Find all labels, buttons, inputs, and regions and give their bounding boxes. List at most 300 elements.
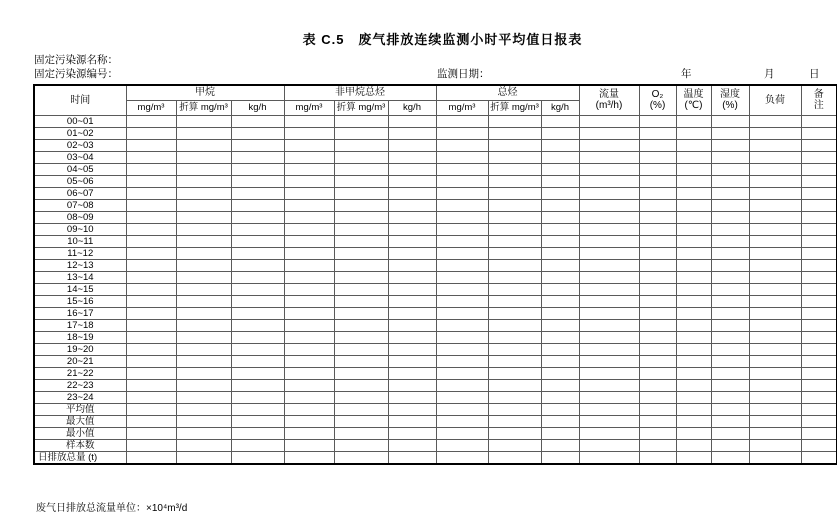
data-cell bbox=[284, 115, 334, 127]
humidity-header-line2: (%) bbox=[722, 100, 738, 112]
data-cell bbox=[231, 295, 284, 307]
data-cell bbox=[488, 331, 541, 343]
data-cell bbox=[231, 151, 284, 163]
data-cell bbox=[436, 379, 488, 391]
data-cell bbox=[488, 379, 541, 391]
data-cell bbox=[436, 415, 488, 427]
data-cell bbox=[541, 427, 579, 439]
data-cell bbox=[639, 175, 676, 187]
data-cell bbox=[541, 319, 579, 331]
data-cell bbox=[334, 391, 388, 403]
data-cell bbox=[676, 379, 711, 391]
data-cell bbox=[284, 271, 334, 283]
data-cell bbox=[334, 151, 388, 163]
data-cell bbox=[749, 139, 801, 151]
monitor-date-label: 监测日期： bbox=[437, 68, 490, 80]
data-cell bbox=[676, 295, 711, 307]
data-cell bbox=[749, 163, 801, 175]
col-header-temperature bbox=[676, 85, 711, 115]
data-cell bbox=[176, 151, 231, 163]
data-cell bbox=[676, 175, 711, 187]
data-cell bbox=[284, 247, 334, 259]
data-cell bbox=[711, 259, 749, 271]
data-cell bbox=[579, 235, 639, 247]
data-cell bbox=[436, 367, 488, 379]
data-cell bbox=[676, 403, 711, 415]
data-cell bbox=[579, 367, 639, 379]
row-label: 09~10 bbox=[34, 223, 126, 235]
data-cell bbox=[639, 355, 676, 367]
data-cell bbox=[231, 187, 284, 199]
data-cell bbox=[541, 379, 579, 391]
row-label: 00~01 bbox=[34, 115, 126, 127]
data-cell bbox=[436, 343, 488, 355]
row-label: 12~13 bbox=[34, 259, 126, 271]
data-cell bbox=[676, 139, 711, 151]
data-cell bbox=[801, 451, 837, 464]
data-cell bbox=[749, 415, 801, 427]
data-cell bbox=[749, 259, 801, 271]
data-cell bbox=[639, 391, 676, 403]
col-header-flow bbox=[579, 85, 639, 115]
data-cell bbox=[334, 175, 388, 187]
data-cell bbox=[749, 403, 801, 415]
row-label: 01~02 bbox=[34, 127, 126, 139]
data-cell bbox=[711, 439, 749, 451]
data-cell bbox=[388, 115, 436, 127]
data-cell bbox=[488, 307, 541, 319]
data-cell bbox=[749, 223, 801, 235]
data-cell bbox=[711, 379, 749, 391]
data-cell bbox=[176, 451, 231, 464]
data-cell bbox=[579, 307, 639, 319]
data-cell bbox=[488, 427, 541, 439]
load-header-line1: 负荷 bbox=[765, 94, 785, 106]
data-cell bbox=[541, 343, 579, 355]
data-cell bbox=[639, 379, 676, 391]
data-cell bbox=[711, 271, 749, 283]
data-cell bbox=[749, 283, 801, 295]
data-cell bbox=[126, 127, 176, 139]
data-cell bbox=[711, 163, 749, 175]
data-cell bbox=[541, 403, 579, 415]
data-cell bbox=[488, 199, 541, 211]
data-cell bbox=[388, 199, 436, 211]
data-cell bbox=[579, 415, 639, 427]
data-cell bbox=[541, 211, 579, 223]
data-cell bbox=[126, 151, 176, 163]
data-cell bbox=[284, 295, 334, 307]
data-cell bbox=[639, 427, 676, 439]
data-cell bbox=[579, 127, 639, 139]
data-cell bbox=[334, 259, 388, 271]
table-body bbox=[34, 115, 837, 464]
data-cell bbox=[711, 115, 749, 127]
data-cell bbox=[231, 439, 284, 451]
table-row bbox=[34, 319, 837, 331]
data-cell bbox=[436, 247, 488, 259]
data-cell bbox=[639, 307, 676, 319]
data-cell bbox=[176, 283, 231, 295]
data-cell bbox=[284, 367, 334, 379]
data-cell bbox=[541, 367, 579, 379]
data-cell bbox=[284, 163, 334, 175]
row-label: 19~20 bbox=[34, 343, 126, 355]
data-cell bbox=[676, 247, 711, 259]
data-cell bbox=[579, 343, 639, 355]
year-label: 年 bbox=[681, 68, 692, 80]
data-cell bbox=[749, 235, 801, 247]
data-cell bbox=[749, 343, 801, 355]
data-cell bbox=[388, 355, 436, 367]
data-cell bbox=[176, 391, 231, 403]
data-cell bbox=[334, 331, 388, 343]
oxygen-header-line2: (%) bbox=[649, 100, 666, 112]
data-cell bbox=[284, 151, 334, 163]
data-cell bbox=[284, 427, 334, 439]
remarks-header-line2: 注 bbox=[813, 100, 824, 112]
data-cell bbox=[334, 307, 388, 319]
data-cell bbox=[126, 223, 176, 235]
data-cell bbox=[334, 403, 388, 415]
data-cell bbox=[711, 343, 749, 355]
data-cell bbox=[126, 115, 176, 127]
table-row bbox=[34, 127, 837, 139]
data-cell bbox=[579, 319, 639, 331]
data-cell bbox=[801, 367, 837, 379]
data-cell bbox=[801, 331, 837, 343]
data-cell bbox=[749, 247, 801, 259]
oxygen-header-lines bbox=[640, 89, 676, 112]
data-cell bbox=[579, 391, 639, 403]
data-cell bbox=[231, 331, 284, 343]
data-cell bbox=[488, 223, 541, 235]
data-cell bbox=[176, 259, 231, 271]
data-cell bbox=[801, 187, 837, 199]
data-cell bbox=[231, 319, 284, 331]
data-cell bbox=[801, 271, 837, 283]
data-cell bbox=[749, 271, 801, 283]
data-cell bbox=[388, 439, 436, 451]
data-cell bbox=[488, 403, 541, 415]
table-row bbox=[34, 271, 837, 283]
data-cell bbox=[126, 235, 176, 247]
data-cell bbox=[126, 391, 176, 403]
data-cell bbox=[488, 391, 541, 403]
data-cell bbox=[176, 199, 231, 211]
data-cell bbox=[231, 175, 284, 187]
data-cell bbox=[711, 211, 749, 223]
flow-header-line1: 流量 bbox=[599, 88, 619, 100]
data-cell bbox=[676, 307, 711, 319]
data-cell bbox=[231, 259, 284, 271]
data-cell bbox=[126, 247, 176, 259]
data-cell bbox=[488, 115, 541, 127]
data-cell bbox=[176, 295, 231, 307]
row-label: 22~23 bbox=[34, 379, 126, 391]
data-cell bbox=[388, 319, 436, 331]
row-label: 13~14 bbox=[34, 271, 126, 283]
data-cell bbox=[334, 295, 388, 307]
data-cell bbox=[126, 331, 176, 343]
data-cell bbox=[284, 403, 334, 415]
data-cell bbox=[711, 127, 749, 139]
data-cell bbox=[488, 187, 541, 199]
data-cell bbox=[711, 283, 749, 295]
data-cell bbox=[231, 391, 284, 403]
data-cell bbox=[126, 367, 176, 379]
data-cell bbox=[231, 223, 284, 235]
col-header-load bbox=[749, 85, 801, 115]
unit-thc-converted: 折算 mg/m³ bbox=[488, 100, 541, 115]
data-cell bbox=[541, 283, 579, 295]
unit-thc-conc: mg/m³ bbox=[436, 100, 488, 115]
data-cell bbox=[801, 151, 837, 163]
data-cell bbox=[388, 295, 436, 307]
data-cell bbox=[176, 343, 231, 355]
data-cell bbox=[541, 151, 579, 163]
data-cell bbox=[388, 139, 436, 151]
data-cell bbox=[284, 379, 334, 391]
data-cell bbox=[801, 139, 837, 151]
data-cell bbox=[436, 211, 488, 223]
data-cell bbox=[488, 451, 541, 464]
data-cell bbox=[676, 187, 711, 199]
data-cell bbox=[436, 319, 488, 331]
data-cell bbox=[436, 391, 488, 403]
header-group-row bbox=[34, 85, 837, 100]
data-cell bbox=[284, 211, 334, 223]
page-title: 表 C.5 废气排放连续监测小时平均值日报表 bbox=[302, 32, 583, 47]
data-cell bbox=[388, 367, 436, 379]
data-cell bbox=[749, 175, 801, 187]
data-cell bbox=[126, 415, 176, 427]
data-cell bbox=[541, 115, 579, 127]
data-cell bbox=[639, 139, 676, 151]
data-cell bbox=[639, 283, 676, 295]
data-cell bbox=[579, 295, 639, 307]
data-cell bbox=[541, 331, 579, 343]
data-cell bbox=[436, 451, 488, 464]
data-cell bbox=[801, 379, 837, 391]
data-cell bbox=[284, 439, 334, 451]
data-cell bbox=[801, 343, 837, 355]
data-cell bbox=[541, 187, 579, 199]
data-cell bbox=[231, 271, 284, 283]
data-cell bbox=[126, 439, 176, 451]
data-cell bbox=[126, 199, 176, 211]
row-label: 14~15 bbox=[34, 283, 126, 295]
row-label: 最大值 bbox=[34, 415, 126, 427]
data-cell bbox=[176, 211, 231, 223]
data-cell bbox=[541, 439, 579, 451]
data-cell bbox=[334, 283, 388, 295]
data-cell bbox=[284, 259, 334, 271]
data-cell bbox=[676, 343, 711, 355]
data-cell bbox=[639, 451, 676, 464]
data-cell bbox=[436, 151, 488, 163]
data-cell bbox=[231, 139, 284, 151]
data-cell bbox=[284, 187, 334, 199]
row-label: 10~11 bbox=[34, 235, 126, 247]
data-cell bbox=[711, 331, 749, 343]
data-cell bbox=[639, 127, 676, 139]
data-cell bbox=[711, 235, 749, 247]
data-cell bbox=[388, 187, 436, 199]
data-cell bbox=[388, 175, 436, 187]
col-header-humidity bbox=[711, 85, 749, 115]
temperature-header-line2: (℃) bbox=[684, 100, 703, 112]
data-cell bbox=[711, 139, 749, 151]
data-cell bbox=[541, 175, 579, 187]
data-cell bbox=[488, 415, 541, 427]
data-cell bbox=[488, 283, 541, 295]
data-cell bbox=[801, 427, 837, 439]
data-cell bbox=[488, 295, 541, 307]
table-row bbox=[34, 211, 837, 223]
data-cell bbox=[388, 247, 436, 259]
data-cell bbox=[801, 247, 837, 259]
data-cell bbox=[126, 295, 176, 307]
data-cell bbox=[541, 235, 579, 247]
data-cell bbox=[749, 307, 801, 319]
data-cell bbox=[388, 427, 436, 439]
data-cell bbox=[801, 439, 837, 451]
flow-header-lines bbox=[580, 89, 639, 112]
row-label: 07~08 bbox=[34, 199, 126, 211]
data-cell bbox=[488, 247, 541, 259]
data-cell bbox=[436, 187, 488, 199]
data-cell bbox=[334, 343, 388, 355]
data-cell bbox=[388, 379, 436, 391]
data-cell bbox=[801, 415, 837, 427]
data-cell bbox=[126, 427, 176, 439]
data-cell bbox=[579, 151, 639, 163]
hourly-average-report-table bbox=[33, 84, 837, 465]
data-cell bbox=[126, 259, 176, 271]
data-cell bbox=[388, 331, 436, 343]
data-cell bbox=[711, 415, 749, 427]
data-cell bbox=[126, 451, 176, 464]
data-cell bbox=[231, 115, 284, 127]
data-cell bbox=[676, 115, 711, 127]
data-cell bbox=[801, 355, 837, 367]
data-cell bbox=[334, 415, 388, 427]
data-cell bbox=[334, 319, 388, 331]
data-cell bbox=[231, 307, 284, 319]
data-cell bbox=[541, 127, 579, 139]
data-cell bbox=[541, 451, 579, 464]
data-cell bbox=[284, 451, 334, 464]
table-row bbox=[34, 295, 837, 307]
table-row bbox=[34, 379, 837, 391]
data-cell bbox=[749, 151, 801, 163]
unit-methane-converted: 折算 mg/m³ bbox=[176, 100, 231, 115]
data-cell bbox=[749, 451, 801, 464]
data-cell bbox=[711, 451, 749, 464]
data-cell bbox=[436, 331, 488, 343]
col-group-methane: 甲烷 bbox=[126, 85, 284, 100]
data-cell bbox=[676, 223, 711, 235]
data-cell bbox=[231, 355, 284, 367]
data-cell bbox=[488, 367, 541, 379]
data-cell bbox=[541, 355, 579, 367]
data-cell bbox=[749, 379, 801, 391]
data-cell bbox=[436, 163, 488, 175]
data-cell bbox=[176, 163, 231, 175]
data-cell bbox=[711, 427, 749, 439]
data-cell bbox=[436, 439, 488, 451]
data-cell bbox=[126, 343, 176, 355]
data-cell bbox=[801, 115, 837, 127]
data-cell bbox=[231, 415, 284, 427]
data-cell bbox=[231, 211, 284, 223]
data-cell bbox=[541, 307, 579, 319]
data-cell bbox=[801, 199, 837, 211]
data-cell bbox=[334, 427, 388, 439]
data-cell bbox=[639, 331, 676, 343]
flow-unit-footnote: 废气日排放总流量单位：×10⁴m³/d bbox=[36, 503, 188, 514]
data-cell bbox=[541, 247, 579, 259]
unit-thc-rate: kg/h bbox=[541, 100, 579, 115]
humidity-header-lines bbox=[712, 89, 749, 112]
row-label: 23~24 bbox=[34, 391, 126, 403]
data-cell bbox=[676, 367, 711, 379]
data-cell bbox=[801, 211, 837, 223]
data-cell bbox=[334, 163, 388, 175]
table-row bbox=[34, 355, 837, 367]
data-cell bbox=[176, 271, 231, 283]
data-cell bbox=[488, 343, 541, 355]
data-cell bbox=[284, 175, 334, 187]
data-cell bbox=[711, 223, 749, 235]
data-cell bbox=[488, 127, 541, 139]
data-cell bbox=[488, 319, 541, 331]
data-cell bbox=[579, 247, 639, 259]
data-cell bbox=[488, 163, 541, 175]
data-cell bbox=[126, 319, 176, 331]
data-cell bbox=[388, 271, 436, 283]
data-cell bbox=[231, 283, 284, 295]
data-cell bbox=[639, 415, 676, 427]
table-row bbox=[34, 139, 837, 151]
data-cell bbox=[284, 319, 334, 331]
humidity-header-line1: 湿度 bbox=[720, 88, 740, 100]
data-cell bbox=[579, 223, 639, 235]
unit-nmhc-rate: kg/h bbox=[388, 100, 436, 115]
row-label: 11~12 bbox=[34, 247, 126, 259]
table-row bbox=[34, 187, 837, 199]
row-label: 平均值 bbox=[34, 403, 126, 415]
data-cell bbox=[284, 343, 334, 355]
data-cell bbox=[579, 283, 639, 295]
data-cell bbox=[176, 355, 231, 367]
flow-header-line2: (m³/h) bbox=[595, 100, 623, 112]
data-cell bbox=[676, 415, 711, 427]
data-cell bbox=[711, 367, 749, 379]
data-cell bbox=[676, 439, 711, 451]
data-cell bbox=[749, 295, 801, 307]
data-cell bbox=[541, 223, 579, 235]
data-cell bbox=[334, 367, 388, 379]
data-cell bbox=[388, 283, 436, 295]
data-cell bbox=[579, 199, 639, 211]
data-cell bbox=[231, 127, 284, 139]
data-cell bbox=[284, 199, 334, 211]
data-cell bbox=[126, 139, 176, 151]
data-cell bbox=[749, 187, 801, 199]
data-cell bbox=[639, 211, 676, 223]
